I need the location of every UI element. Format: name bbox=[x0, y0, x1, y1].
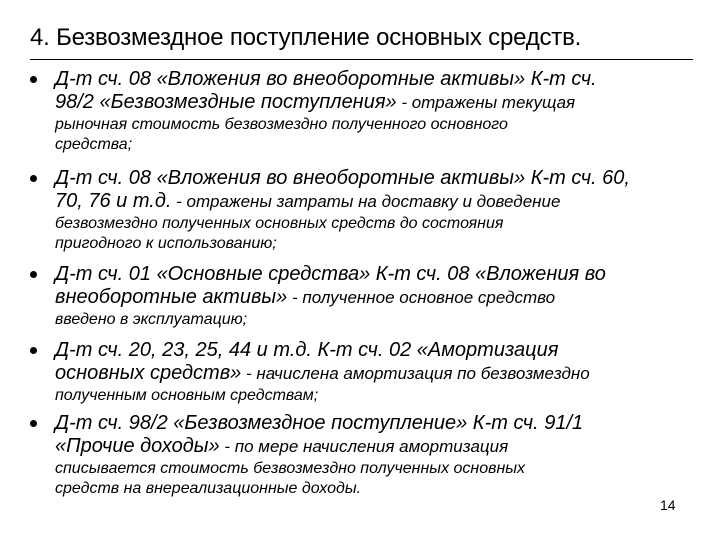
entry-accounts: основных средств» bbox=[55, 362, 242, 384]
entry-continuation: рыночная стоимость безвозмездно полученного основного bbox=[55, 116, 508, 133]
entry-accounts: 70, 76 и т.д. bbox=[55, 190, 172, 212]
entry-line-2 bbox=[55, 362, 700, 385]
entry-line-2 bbox=[55, 435, 700, 458]
entry-description: - отражены затраты на доставку и доведение bbox=[171, 192, 561, 211]
entry-line-1: Д-т сч. 08 «Вложения во внеоборотные активы» К-т сч. bbox=[55, 68, 597, 90]
entry-continuation: средств на внереализационные доходы. bbox=[55, 480, 362, 497]
page-number: 14 bbox=[660, 497, 676, 513]
entry-continuation: полученным основным средствам; bbox=[55, 387, 319, 404]
entry-line-1: Д-т сч. 08 «Вложения во внеоборотные активы» К-т сч. 60, bbox=[55, 167, 630, 189]
entry-continuation: списывается стоимость безвозмездно полученных основных bbox=[55, 460, 526, 477]
bullet-icon bbox=[30, 271, 37, 278]
entry-line-2 bbox=[55, 190, 700, 213]
bullet-icon bbox=[30, 347, 37, 354]
bullet-icon bbox=[30, 175, 37, 182]
entry-line-1: Д-т сч. 01 «Основные средства» К-т сч. 08 «Вложения во bbox=[55, 263, 606, 285]
bullet-icon bbox=[30, 420, 37, 427]
entry-continuation: введено в эксплуатацию; bbox=[55, 311, 248, 328]
entry-line-2 bbox=[55, 286, 700, 309]
entry-description: - начислена амортизация по безвозмездно bbox=[241, 364, 590, 383]
bullet-icon bbox=[30, 76, 37, 83]
title-underline bbox=[30, 59, 693, 60]
entry-accounts: «Прочие доходы» bbox=[55, 435, 220, 457]
entry-line-1: Д-т сч. 98/2 «Безвозмездное поступление» К-т сч. 91/1 bbox=[55, 412, 584, 434]
entry-accounts: 98/2 «Безвозмездные поступления» bbox=[55, 91, 397, 113]
entry-accounts: внеоборотные активы» bbox=[55, 286, 288, 308]
entry-continuation: средства; bbox=[55, 136, 133, 153]
entry-continuation: безвозмездно полученных основных средств до состояния bbox=[55, 215, 504, 232]
entry-line-1: Д-т сч. 20, 23, 25, 44 и т.д. К-т сч. 02 «Амортизация bbox=[55, 339, 559, 361]
slide-title: 4. Безвозмездное поступление основных средств. bbox=[30, 24, 582, 51]
entry-line-2 bbox=[55, 91, 700, 114]
entry-description: - отражены текущая bbox=[396, 93, 576, 112]
entry-continuation: пригодного к использованию; bbox=[55, 235, 277, 252]
entry-description: - по мере начисления амортизация bbox=[219, 437, 509, 456]
entry-description: - полученное основное средство bbox=[287, 288, 556, 307]
